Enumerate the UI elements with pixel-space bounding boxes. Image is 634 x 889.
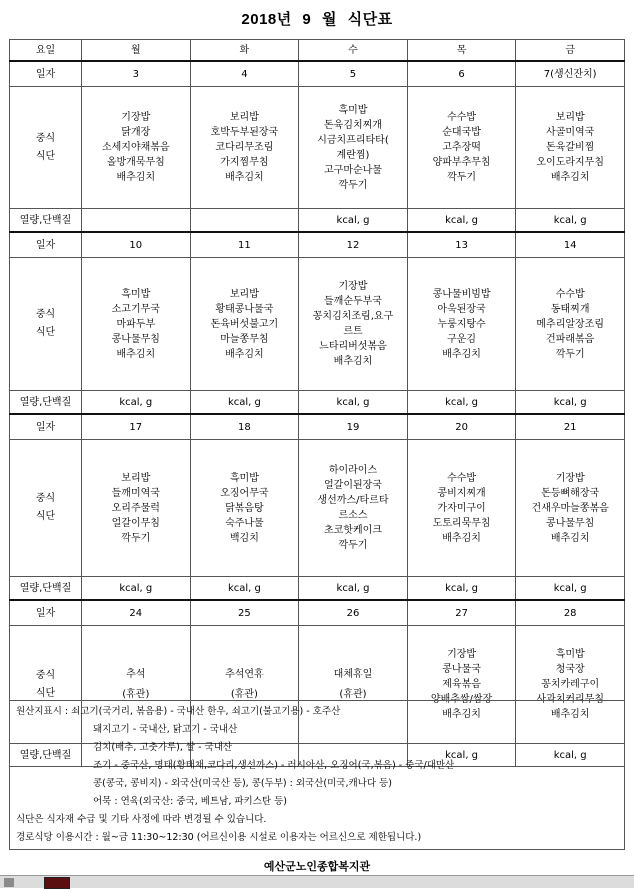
weekday-header: 수 xyxy=(299,40,408,62)
menu-item: 콩비지찌개 xyxy=(437,487,486,499)
date-row-label: 일자 xyxy=(10,61,82,87)
nutrition-cell: kcal, g xyxy=(299,391,408,415)
menu-item: 배추김치 xyxy=(116,172,156,183)
menu-item: 흑미밥 xyxy=(229,472,259,484)
menu-item: 배추김치 xyxy=(442,532,481,544)
menu-item: 르트 xyxy=(343,326,363,337)
date-row-label: 일자 xyxy=(10,414,82,440)
menu-item: 돈육김치찌개 xyxy=(324,119,382,131)
weekday-header: 화 xyxy=(190,40,299,62)
page-title: 2018년 9 월 식단표 xyxy=(241,11,393,28)
menu-item: 고추장떡 xyxy=(442,142,481,153)
nutrition-cell xyxy=(190,209,299,233)
date-cell: 14 xyxy=(516,232,625,258)
lunch-menu-label-line: 중식 xyxy=(35,132,56,144)
date-cell: 12 xyxy=(299,232,408,258)
menu-item: 콩나물국 xyxy=(442,664,481,675)
date-cell: 18 xyxy=(190,414,299,440)
menu-item: 오징어무국 xyxy=(220,487,269,499)
menu-item: 기장밥 xyxy=(338,281,368,292)
menu-item: 보리밥 xyxy=(555,112,585,123)
menu-item: 보리밥 xyxy=(229,288,259,300)
lunch-menu-label-line: 중식 xyxy=(35,493,56,504)
menu-item: 르소스 xyxy=(338,510,368,521)
date-cell: 21 xyxy=(516,414,625,440)
origin-row-0 xyxy=(16,703,618,721)
menu-item: (휴관) xyxy=(122,688,150,700)
menu-item: 오리주물럭 xyxy=(111,502,160,514)
date-cell: 6 xyxy=(407,61,516,87)
date-cell: 10 xyxy=(82,232,191,258)
menu-item: 건파래볶음 xyxy=(546,333,595,345)
menu-item: 누룽지탕수 xyxy=(437,318,486,330)
origin-line: 조기 - 중국산, 명태(황태채,코다리,생선까스) - 러시아산, 오징어(국,볶음) - 중국/대만산 xyxy=(93,760,455,771)
nutrition-cell: kcal, g xyxy=(516,391,625,415)
date-cell: 17 xyxy=(82,414,191,440)
menu-item: 닭볶음탕 xyxy=(225,502,264,514)
app-window-icon[interactable] xyxy=(44,877,70,889)
menu-item: 수수밥 xyxy=(555,288,585,300)
menu-change-disclaimer: 식단은 식자재 수급 및 기타 사정에 따라 변경될 수 있습니다. xyxy=(16,814,267,825)
menu-item: 수수밥 xyxy=(447,472,477,484)
menu-item: 양배추쌈/쌈장 xyxy=(430,694,493,705)
date-cell: 11 xyxy=(190,232,299,258)
nutrition-cell: kcal, g xyxy=(82,577,191,601)
menu-item: 배추김치 xyxy=(550,709,590,720)
menu-cell xyxy=(407,440,516,577)
weekday-header-label: 요일 xyxy=(10,40,82,62)
nutrition-cell: kcal, g xyxy=(299,577,408,601)
menu-item: 꽁치카레구이 xyxy=(541,679,600,690)
menu-item: 청국장 xyxy=(555,664,585,675)
menu-item: 추석 xyxy=(126,668,146,680)
menu-item: 마파두부 xyxy=(116,318,156,330)
menu-item: 콩나물비빔밥 xyxy=(432,288,491,300)
menu-item: 배추김치 xyxy=(116,348,156,360)
nutrition-cell: kcal, g xyxy=(299,209,408,233)
menu-cell xyxy=(82,440,191,577)
menu-item: 깍두기 xyxy=(338,179,368,191)
dining-hours: 경로식당 이용시간 : 월~금 11:30~12:30 (어르신이용 시설로 이용자는 어르신으로 제한됩니다.) xyxy=(16,832,422,843)
menu-table xyxy=(9,39,625,767)
date-cell: 27 xyxy=(407,600,516,626)
lunch-menu-label-line: 중식 xyxy=(35,309,56,320)
lunch-menu-label xyxy=(10,258,82,391)
menu-item: 백김치 xyxy=(229,532,259,544)
menu-item: 초코핫케이크 xyxy=(324,525,382,536)
menu-item: 도토리묵무침 xyxy=(432,517,491,529)
menu-item: 얼갈이된장국 xyxy=(324,480,382,491)
origin-line: 김치(배추, 고춧가루), 쌀 - 국내산 xyxy=(93,742,233,753)
date-cell: 4 xyxy=(190,61,299,87)
start-icon[interactable] xyxy=(4,878,14,887)
menu-cell xyxy=(407,87,516,209)
weekday-header: 금 xyxy=(516,40,625,62)
menu-item: 고구마순나물 xyxy=(324,164,382,176)
menu-cell xyxy=(299,258,408,391)
menu-item: 들깨순두부국 xyxy=(324,296,382,307)
menu-item: 배추김치 xyxy=(550,532,590,544)
menu-item: 가자미구이 xyxy=(437,502,486,514)
menu-cell xyxy=(516,87,625,209)
lunch-menu-label xyxy=(10,440,82,577)
menu-cell xyxy=(299,87,408,209)
menu-item: 배추김치 xyxy=(442,348,481,360)
date-cell: 24 xyxy=(82,600,191,626)
menu-item: (휴관) xyxy=(230,688,258,700)
date-cell: 25 xyxy=(190,600,299,626)
menu-item: 기장밥 xyxy=(121,112,151,123)
menu-item: (휴관) xyxy=(339,688,367,700)
origin-label: 원산지표시 : xyxy=(16,706,69,717)
menu-item: 순대국밥 xyxy=(442,127,481,138)
date-row-label: 일자 xyxy=(10,232,82,258)
menu-item: 배추김치 xyxy=(333,356,373,367)
lunch-menu-label xyxy=(10,87,82,209)
date-row-label: 일자 xyxy=(10,600,82,626)
menu-item: 돈등뼈해장국 xyxy=(541,487,600,499)
nutrition-cell: kcal, g xyxy=(407,577,516,601)
menu-item: 제육볶음 xyxy=(442,679,481,690)
origin-line: 쇠고기(국거리, 볶음용) - 국내산 한우, 쇠고기(불고기용) - 호주산 xyxy=(71,706,341,717)
lunch-menu-label-line: 식단 xyxy=(35,511,56,522)
menu-cell xyxy=(299,440,408,577)
menu-item: 사과치커리무침 xyxy=(536,694,604,705)
menu-cell xyxy=(516,440,625,577)
origin-line: 돼지고기 - 국내산, 닭고기 - 국내산 xyxy=(93,724,238,735)
menu-cell xyxy=(82,258,191,391)
menu-item: 꽁치김치조림,요구 xyxy=(312,311,394,322)
menu-item: 올방개묵무침 xyxy=(106,157,165,168)
date-cell: 13 xyxy=(407,232,516,258)
nutrition-cell: kcal, g xyxy=(516,577,625,601)
menu-item: 배추김치 xyxy=(442,709,481,720)
menu-item: 깍두기 xyxy=(338,540,368,551)
menu-cell xyxy=(516,258,625,391)
menu-item: 기장밥 xyxy=(555,472,585,484)
origin-line: 어묵 : 연육(외국산: 중국, 베트남, 파키스탄 등) xyxy=(93,796,287,807)
menu-item: 황태콩나물국 xyxy=(215,303,274,315)
menu-item: 느타리버섯볶음 xyxy=(319,341,387,352)
nutrition-cell: kcal, g xyxy=(516,209,625,233)
menu-item: 동태찌개 xyxy=(550,303,590,315)
nutrition-row-label: 열량,단백질 xyxy=(10,577,82,601)
weekday-header: 목 xyxy=(407,40,516,62)
nutrition-row-label: 열량,단백질 xyxy=(10,209,82,233)
menu-item: 마늘쫑무침 xyxy=(220,333,269,345)
menu-item: 가지찜무침 xyxy=(220,157,269,168)
menu-item: 양파부추무침 xyxy=(432,157,491,168)
nutrition-cell: kcal, g xyxy=(407,744,516,767)
date-cell: 3 xyxy=(82,61,191,87)
lunch-menu-label-line: 식단 xyxy=(35,687,56,699)
menu-item: 보리밥 xyxy=(229,112,259,123)
menu-item: 사골미역국 xyxy=(546,127,595,138)
nutrition-cell xyxy=(82,209,191,233)
date-cell: 26 xyxy=(299,600,408,626)
menu-item: 깍두기 xyxy=(555,348,585,360)
menu-item: 숙주나물 xyxy=(225,517,264,529)
menu-item: 흑미밥 xyxy=(121,288,151,300)
menu-item: 소고기무국 xyxy=(111,303,160,315)
menu-item: 하이라이스 xyxy=(328,465,378,476)
menu-item: 소세지야채볶음 xyxy=(101,142,170,153)
menu-item: 콩나물무침 xyxy=(111,333,160,345)
menu-item: 기장밥 xyxy=(447,649,477,660)
menu-item: 추석연휴 xyxy=(225,668,264,680)
taskbar xyxy=(0,875,634,888)
menu-item: 수수밥 xyxy=(447,112,477,123)
weekday-header: 월 xyxy=(82,40,191,62)
menu-item: 배추김치 xyxy=(225,172,264,183)
nutrition-cell: kcal, g xyxy=(516,744,625,767)
date-cell: 19 xyxy=(299,414,408,440)
date-cell: 28 xyxy=(516,600,625,626)
menu-item: 건새우마늘쫑볶음 xyxy=(531,502,609,514)
menu-item: 아욱된장국 xyxy=(437,303,486,315)
menu-item: 구운김 xyxy=(447,333,477,345)
menu-item: 돈육갈비찜 xyxy=(546,142,595,153)
menu-item: 흑미밥 xyxy=(338,104,368,116)
nutrition-row-label: 열량,단백질 xyxy=(10,391,82,415)
menu-item: 오이도라지무침 xyxy=(536,157,604,168)
menu-cell xyxy=(82,87,191,209)
menu-item: 배추김치 xyxy=(225,348,264,360)
menu-item: 얼갈이무침 xyxy=(111,517,160,529)
menu-item: 콩나물무침 xyxy=(546,517,595,529)
menu-item: 들깨미역국 xyxy=(111,487,160,499)
menu-item: 대체휴일 xyxy=(333,668,373,680)
menu-cell xyxy=(190,258,299,391)
menu-item: 돈육버섯불고기 xyxy=(210,318,279,330)
menu-item: 호박두부된장국 xyxy=(210,127,279,138)
nutrition-cell: kcal, g xyxy=(407,209,516,233)
origin-line: 콩(콩국, 콩비지) - 외국산(미국산 등), 콩(두부) : 외국산(미국,캐나다 등) xyxy=(93,778,392,789)
nutrition-cell: kcal, g xyxy=(190,577,299,601)
organization-name: 예산군노인종합복지관 xyxy=(263,860,371,873)
nutrition-row-label: 열량,단백질 xyxy=(10,744,82,767)
menu-item: 보리밥 xyxy=(121,472,151,484)
menu-item: 흑미밥 xyxy=(555,649,585,660)
lunch-menu-label-line: 식단 xyxy=(35,327,56,338)
date-cell: 5 xyxy=(299,61,408,87)
date-cell: 20 xyxy=(407,414,516,440)
menu-item: 닭개장 xyxy=(121,127,151,138)
date-cell: 7(생신잔치) xyxy=(516,61,625,87)
lunch-menu-label-line: 중식 xyxy=(35,669,56,681)
lunch-menu-label-line: 식단 xyxy=(35,150,56,162)
menu-item: 코다리무조림 xyxy=(215,142,274,153)
nutrition-cell: kcal, g xyxy=(82,391,191,415)
menu-item: 시금치프리타타( xyxy=(317,134,389,146)
nutrition-cell: kcal, g xyxy=(407,391,516,415)
menu-item: 배추김치 xyxy=(550,172,590,183)
menu-cell xyxy=(190,440,299,577)
menu-item: 메추리알장조림 xyxy=(536,318,604,330)
menu-item: 깍두기 xyxy=(447,172,477,183)
nutrition-cell: kcal, g xyxy=(190,391,299,415)
menu-item: 계란찜) xyxy=(336,149,370,161)
menu-cell xyxy=(190,87,299,209)
menu-item: 생선까스/타르타 xyxy=(317,495,389,506)
menu-cell xyxy=(407,258,516,391)
menu-item: 깍두기 xyxy=(121,532,151,544)
notes-box xyxy=(9,700,625,850)
